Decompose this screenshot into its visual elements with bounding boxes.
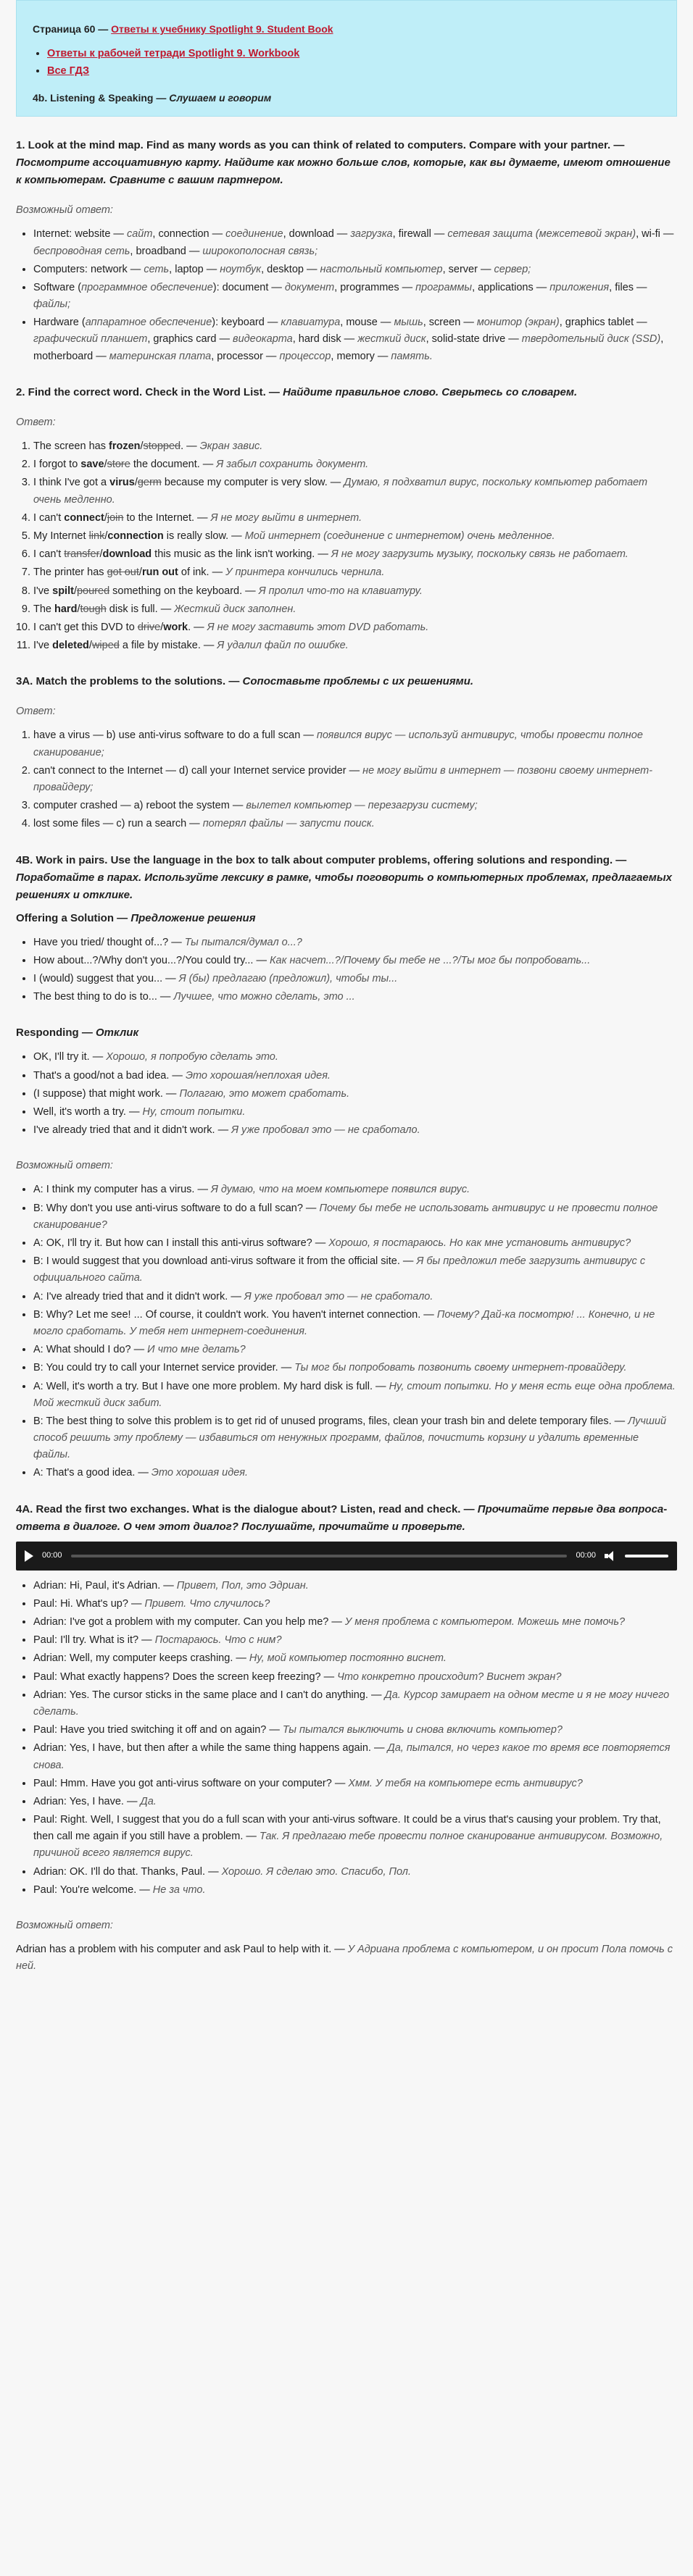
line-en: Paul: Have you tried switching it off and on again? —: [33, 1724, 283, 1736]
sentence-start: I can't: [33, 548, 65, 561]
list-item: [33, 989, 677, 1005]
line-ru: Не за что.: [152, 1883, 206, 1896]
term-ru: графический планшет: [33, 333, 148, 346]
list-item: [33, 1182, 677, 1198]
sentence-start: I think I've got a: [33, 477, 110, 489]
list-item: [33, 1465, 677, 1481]
list-item: [33, 798, 677, 814]
line-ru: Ну, мой компьютер постоянно виснет.: [249, 1652, 447, 1665]
line-en: A: That's a good idea. —: [33, 1467, 152, 1479]
slash: /: [77, 603, 80, 615]
list-item: [33, 727, 677, 761]
term-ru: мышь: [394, 317, 423, 329]
line-en: Adrian: Yes, I have, but then after a while the same thing happens again. —: [33, 1742, 388, 1755]
line-en: Paul: I'll try. What is it? —: [33, 1634, 155, 1647]
term-ru: широкополосная связь;: [202, 245, 318, 257]
line-en: Well, it's worth a try. —: [33, 1105, 143, 1118]
translation: У принтера кончились чернила.: [225, 566, 385, 579]
term-en: , download —: [283, 228, 351, 241]
term-en: , server —: [442, 263, 494, 275]
slash: /: [104, 459, 107, 471]
list-item: [33, 1235, 677, 1252]
translation: Я пролил что-то на клавиатуру.: [258, 585, 423, 597]
line-ru: Я уже пробовал это — не сработало.: [244, 1290, 433, 1302]
line-en: B: I would suggest that you download anti-virus software it from the official site. —: [33, 1255, 417, 1268]
term-ru: видеокарта: [233, 333, 293, 346]
translation: Я удалил файл по ошибке.: [217, 640, 349, 652]
sentence-start: The screen has: [33, 440, 109, 453]
term-en: , wi-fi —: [636, 228, 674, 241]
sentence-start: My Internet: [33, 530, 89, 542]
sentence-start: The printer has: [33, 566, 107, 579]
line-en: have a virus — b) use anti-virus software to do a full scan —: [33, 729, 317, 742]
line-ru: Так. Я предлагаю тебе провести полное сканирование антивирусом. Возможно, причиной всего является вирус.: [33, 1831, 663, 1860]
line-en: Adrian: Hi, Paul, it's Adrian. —: [33, 1579, 177, 1592]
term-ru: твердотельный диск (SSD): [521, 333, 661, 346]
sentence-end: this music as the link isn't working. —: [152, 548, 331, 561]
term-en: , processor —: [211, 350, 280, 362]
term-ru: программы: [415, 281, 473, 293]
correct-word: virus: [109, 477, 135, 489]
answer-label: Возможный ответ:: [16, 1920, 113, 1932]
translation: Я забыл сохранить документ.: [216, 459, 369, 471]
sentence-end: . —: [188, 621, 207, 633]
list-item: [33, 1614, 677, 1631]
term-en: ): keyboard —: [212, 317, 281, 329]
correct-word: spilt: [52, 585, 74, 597]
list-item: [33, 1650, 677, 1667]
exercise-2-list: [16, 438, 677, 654]
exercise-4b-title: 4B. Work in pairs. Use the language in the box to talk about computer problems, offering solutions and responding. — Поработайте в парах. Используйте лексику в рамке, чтобы поговорить о компьютерных проблемах, предлагаемых решениях и отклике.: [16, 853, 673, 901]
line-en: Paul: Right. Well, I suggest that you do a full scan with your anti-virus software. It could be a virus that's causing your problem. Try that, then call me again if you still have a problem. —: [33, 1814, 661, 1843]
exercise-1: [16, 137, 677, 365]
term-en: , hard disk —: [292, 333, 358, 346]
slash: /: [99, 548, 103, 561]
answer-label: Ответ:: [16, 706, 56, 718]
term-en: , motherboard —: [33, 333, 664, 362]
answer-label: Возможный ответ:: [16, 204, 113, 217]
line-en: Paul: You're welcome. —: [33, 1883, 153, 1896]
sentence-start: I can't get this DVD to: [33, 621, 138, 633]
answer-label: Возможный ответ:: [16, 1160, 113, 1172]
list-item: [33, 1086, 677, 1103]
line-ru: Полагаю, это может сработать.: [179, 1087, 350, 1100]
term-en: , memory —: [331, 350, 391, 362]
line-ru: Хорошо. Я сделаю это. Спасибо, Пол.: [221, 1865, 411, 1878]
translation: Жесткий диск заполнен.: [174, 603, 296, 615]
answer-label: Ответ:: [16, 416, 56, 428]
list-item: [33, 438, 677, 455]
list-item: [33, 1632, 677, 1649]
term-en: , screen —: [423, 317, 477, 329]
sentence-start: I've: [33, 640, 53, 652]
wrong-word: transfer: [64, 548, 100, 561]
list-item: [33, 1289, 677, 1305]
term-en: Internet: website —: [33, 228, 127, 241]
list-item: [33, 564, 677, 581]
list-item: [33, 1068, 677, 1084]
exercise-3a-title: 3A. Match the problems to the solutions. — Сопоставьте проблемы с их решениями.: [16, 675, 474, 688]
term-en: , files —: [609, 281, 647, 293]
line-en: (I suppose) that might work. —: [33, 1087, 180, 1100]
term-ru: настольный компьютер: [320, 263, 443, 275]
wrong-word: wiped: [91, 640, 120, 652]
term-en: , firewall —: [392, 228, 448, 241]
exercise-2: [16, 384, 677, 654]
wrong-word: got out: [107, 566, 139, 579]
sentence-end: a file by mistake. —: [119, 640, 217, 652]
line-ru: Хорошо, я постараюсь. Но как мне установить антивирус?: [328, 1237, 631, 1250]
translation: Думаю, я подхватил вирус, поскольку компьютер работает очень медленно.: [33, 477, 648, 506]
term-ru: жесткий диск: [357, 333, 426, 346]
seek-bar[interactable]: [71, 1555, 568, 1557]
term-ru: документ: [284, 281, 335, 293]
list-item: [33, 1687, 677, 1720]
line-ru: Хмм. У тебя на компьютере есть антивирус?: [348, 1777, 583, 1789]
line-en: lost some files — c) run a search —: [33, 818, 203, 830]
line-ru: Да, пытался, но через какое то время все повторяется снова.: [33, 1742, 671, 1771]
translation: Я не могу загрузить музыку, поскольку связь не работает.: [331, 548, 628, 561]
list-item: [33, 619, 677, 636]
sentence-start: I can't: [33, 511, 65, 524]
list-item: [33, 456, 677, 473]
line-en: Paul: Hmm. Have you got anti-virus software on your computer? —: [33, 1777, 349, 1789]
line-ru: Постараюсь. Что с ним?: [154, 1634, 282, 1647]
list-item: [33, 262, 677, 278]
wrong-word: join: [107, 511, 124, 524]
line-en: The best thing to do is to... —: [33, 991, 174, 1003]
list-item: [33, 510, 677, 527]
responding-title: Responding — Отклик: [16, 1026, 139, 1040]
exercise-1-list: [16, 226, 677, 365]
term-en: , desktop —: [261, 263, 320, 275]
term-en: ): document —: [212, 281, 285, 293]
exercise-4a: [16, 1501, 677, 1975]
line-ru: Привет. Что случилось?: [144, 1597, 270, 1610]
line-ru: Ты пытался выключить и снова включить компьютер?: [282, 1724, 563, 1736]
sentence-end: because my computer is very slow. —: [161, 477, 344, 489]
line-ru: Это хорошая идея.: [151, 1467, 249, 1479]
line-ru: Ну, стоит попытки. Но у меня есть еще одна проблема. Мой жесткий диск забит.: [33, 1380, 676, 1409]
wrong-word: germ: [137, 477, 162, 489]
term-en: , mouse —: [340, 317, 394, 329]
line-ru: появился вирус — используй антивирус, чтобы провести полное сканирование;: [33, 729, 643, 758]
term-ru: процессор: [279, 350, 331, 362]
line-ru: Привет, Пол, это Эдриан.: [176, 1579, 309, 1592]
term-en: Hardware (: [33, 317, 86, 329]
list-item: [33, 1413, 677, 1464]
translation: Я не могу выйти в интернет.: [210, 511, 362, 524]
term-ru: сервер;: [494, 263, 531, 275]
line-en: OK, I'll try it. —: [33, 1051, 107, 1063]
line-en: Have you tried/ thought of...? —: [33, 936, 185, 948]
list-item: [33, 1049, 677, 1066]
line-ru: Как насчет...?/Почему бы тебе не ...?/Ты мог бы попробовать...: [269, 954, 591, 966]
sentence-end: disk is full. —: [106, 603, 175, 615]
translation: Я не могу заставить этот DVD работать.: [207, 621, 429, 633]
term-ru: файлы;: [33, 298, 71, 311]
line-ru: Да. Курсор замирает на одном месте и я не могу ничего сделать.: [33, 1689, 670, 1718]
line-en: A: I think my computer has a virus. —: [33, 1184, 211, 1196]
sentence-end: of ink. —: [178, 566, 226, 579]
term-ru: беспроводная сеть: [33, 245, 130, 257]
line-ru: И что мне делать?: [147, 1344, 246, 1356]
line-ru: Я уже пробовал это — не сработало.: [231, 1124, 420, 1137]
line-ru: Я бы предложил тебе загрузить антивирус с официального сайта.: [33, 1255, 646, 1284]
term-ru: монитор (экран): [476, 317, 560, 329]
line-en: A: OK, I'll try it. But how can I install this anti-virus software? —: [33, 1237, 329, 1250]
sentence-end: . —: [180, 440, 200, 453]
slash: /: [134, 477, 138, 489]
line-en: Adrian: OK. I'll do that. Thanks, Paul. —: [33, 1865, 222, 1878]
list-item: [33, 1200, 677, 1234]
list-item: [33, 474, 677, 508]
offering-list: [16, 934, 677, 1006]
list-item: [33, 1794, 677, 1810]
exercise-4a-title: 4A. Read the first two exchanges. What is the dialogue about? Listen, read and check. — Прочитайте первые два вопроса-ответа в диалоге. О чем этот диалог? Послушайте, прочитайте и проверьте.: [16, 1502, 668, 1533]
list-item: [33, 971, 677, 987]
term-en: , solid-state drive —: [426, 333, 522, 346]
correct-word: run out: [141, 566, 178, 579]
list-item: [33, 1360, 677, 1376]
line-ru: не могу выйти в интернет — позвони своему интернет-провайдеру;: [33, 764, 653, 794]
exercise-3a: [16, 673, 677, 832]
slash: /: [104, 530, 108, 542]
line-en: Paul: What exactly happens? Does the screen keep freezing? —: [33, 1670, 338, 1683]
list-item: [33, 934, 677, 951]
term-en: , graphics card —: [147, 333, 233, 346]
line-en: B: Why? Let me see! ... Of course, it couldn't work. You haven't internet connection. —: [33, 1308, 437, 1321]
page-subtitle: [33, 90, 660, 106]
wrong-word: drive: [137, 621, 161, 633]
list-item: [33, 1776, 677, 1792]
term-ru: аппаратное обеспечение: [85, 317, 212, 329]
page-prefix: Страница 60 —: [33, 23, 112, 35]
slash: /: [73, 585, 77, 597]
header-links: [33, 46, 660, 79]
list-item: [33, 1253, 677, 1287]
line-en: That's a good/not a bad idea. —: [33, 1069, 186, 1082]
line-en: A: I've already tried that and it didn't work. —: [33, 1290, 244, 1302]
wrong-word: stopped: [143, 440, 181, 453]
list-item: [33, 1740, 677, 1773]
list-item: [33, 1669, 677, 1686]
list-item: [33, 953, 677, 969]
term-en: , broadband —: [130, 245, 203, 257]
line-ru: Почему бы тебе не использовать антивирус и не провести полное сканирование?: [33, 1202, 658, 1231]
exercise-4a-dialogue: [16, 1578, 677, 1899]
line-en: Paul: Hi. What's up? —: [33, 1597, 145, 1610]
line-en: Adrian: Yes. The cursor sticks in the same place and I can't do anything. —: [33, 1689, 385, 1701]
slash: /: [138, 566, 142, 579]
line-ru: вылетел компьютер — перезагрузи систему;: [246, 800, 478, 812]
line-en: Adrian: Well, my computer keeps crashing. —: [33, 1652, 249, 1665]
correct-word: connection: [107, 530, 164, 542]
line-en: B: Why don't you use anti-virus software to do a full scan? —: [33, 1202, 320, 1214]
exercise-1-title: 1. Look at the mind map. Find as many words as you can think of related to computers. Compare with your partner. — Посмотрите ассоциативную карту. Найдите как можно больше слов, которые, как вы думаете, имеют отношение к компьютерам. Сравните с вашим партнером.: [16, 139, 671, 187]
term-en: , connection —: [152, 228, 226, 241]
term-en: , graphics tablet —: [559, 317, 647, 329]
line-ru: Лучшее, что можно сделать, это ...: [173, 991, 355, 1003]
term-en: Software (: [33, 281, 82, 293]
header-box: [16, 0, 677, 117]
line-en: B: The best thing to solve this problem is to get rid of unused programs, files, clean your trash bin and delete temporary files. —: [33, 1415, 628, 1427]
line-ru: потерял файлы — запусти поиск.: [202, 818, 375, 830]
time-start: 00:00: [42, 1550, 62, 1560]
play-icon[interactable]: [25, 1550, 33, 1562]
exercise-4a-answer: Adrian has a problem with his computer and ask Paul to help with it. — У Адриана проблема с компьютером, и он просит Пола помочь с ней.: [16, 1944, 673, 1973]
list-item: [33, 280, 677, 313]
line-ru: Я (бы) предлагаю (предложил), чтобы ты...: [178, 972, 398, 984]
sentence-end: to the Internet. —: [123, 511, 211, 524]
line-ru: У меня проблема с компьютером. Можешь мне помочь?: [344, 1616, 626, 1628]
list-item: [33, 1104, 677, 1121]
list-item: [33, 601, 677, 618]
exercise-2-title: 2. Find the correct word. Check in the Word List. — Найдите правильное слово. Сверьтесь со словарем.: [16, 385, 578, 398]
line-ru: Это хорошая/неплохая идея.: [185, 1069, 331, 1082]
slash: /: [88, 640, 92, 652]
list-item: [33, 1122, 677, 1139]
term-en: , laptop —: [169, 263, 220, 275]
line-en: computer crashed — a) reboot the system —: [33, 800, 246, 812]
line-en: I've already tried that and it didn't work. —: [33, 1124, 232, 1137]
term-ru: приложения: [549, 281, 610, 293]
volume-slider[interactable]: [625, 1555, 668, 1557]
correct-word: work: [163, 621, 188, 633]
sentence-start: The: [33, 603, 55, 615]
list-item: [33, 637, 677, 654]
term-ru: клавиатура: [281, 317, 341, 329]
wrong-word: store: [107, 459, 130, 471]
all-gdz-link[interactable]: Все ГДЗ: [47, 64, 90, 77]
correct-word: save: [80, 459, 104, 471]
time-end: 00:00: [576, 1550, 596, 1560]
audio-player: [16, 1542, 677, 1571]
line-en: Adrian: Yes, I have. —: [33, 1795, 141, 1807]
line-ru: Что конкретно происходит? Виснет экран?: [337, 1670, 562, 1683]
offering-title: Offering a Solution — Предложение решения: [16, 911, 256, 924]
line-en: B: You could try to call your Internet service provider. —: [33, 1362, 295, 1374]
list-item: [33, 226, 677, 259]
line-ru: Ты мог бы попробовать позвонить своему интернет-провайдеру.: [294, 1362, 627, 1374]
term-ru: сеть: [144, 263, 170, 275]
workbook-link[interactable]: Ответы к рабочей тетради Spotlight 9. Workbook: [47, 48, 300, 60]
line-en: A: What should I do? —: [33, 1344, 148, 1356]
list-item: [33, 528, 677, 545]
sentence-end: is really slow. —: [163, 530, 245, 542]
wrong-word: tough: [80, 603, 107, 615]
slash: /: [160, 621, 164, 633]
line-ru: Ну, стоит попытки.: [142, 1105, 246, 1118]
slash: /: [140, 440, 144, 453]
wrong-word: poured: [76, 585, 110, 597]
translation: Экран завис.: [199, 440, 263, 453]
wrong-word: link: [88, 530, 105, 542]
sentence-end: something on the keyboard. —: [109, 585, 259, 597]
list-item: [33, 763, 677, 796]
page-heading: [33, 21, 660, 37]
line-en: I (would) suggest that you... —: [33, 972, 179, 984]
line-en: How about...?/Why don't you...?/You could try... —: [33, 954, 270, 966]
translation: Мой интернет (соединение с интернетом) очень медленное.: [244, 530, 555, 542]
term-ru: сетевая защита (межсетевой экран): [447, 228, 636, 241]
term-ru: материнская плата: [109, 350, 212, 362]
responding-list: [16, 1049, 677, 1139]
list-item: [33, 583, 677, 600]
line-ru: Хорошо, я попробую сделать это.: [106, 1051, 278, 1063]
term-ru: загрузка: [350, 228, 393, 241]
list-item: [33, 816, 677, 832]
list-item: [33, 1882, 677, 1899]
line-en: A: Well, it's worth a try. But I have one more problem. My hard disk is full. —: [33, 1380, 389, 1392]
subtitle-ru: Слушаем и говорим: [169, 91, 272, 104]
line-en: can't connect to the Internet — d) call your Internet service provider —: [33, 764, 363, 777]
volume-icon[interactable]: [605, 1551, 616, 1561]
term-ru: память.: [391, 350, 433, 362]
correct-word: deleted: [52, 640, 89, 652]
line-en: Adrian: I've got a problem with my computer. Can you help me? —: [33, 1616, 345, 1628]
correct-word: connect: [64, 511, 104, 524]
term-en: , applications —: [472, 281, 550, 293]
student-book-link[interactable]: Ответы к учебнику Spotlight 9. Student Book: [111, 23, 333, 35]
line-ru: Почему? Дай-ка посмотрю! ... Конечно, и не могло сработать. У тебя нет интернет-соединения.: [33, 1308, 655, 1337]
term-ru: соединение: [225, 228, 283, 241]
correct-word: hard: [54, 603, 78, 615]
line-ru: Я думаю, что на моем компьютере появился вирус.: [210, 1184, 470, 1196]
exercise-3a-list: [16, 727, 677, 832]
correct-word: download: [102, 548, 152, 561]
correct-word: frozen: [108, 440, 141, 453]
list-item: [33, 1578, 677, 1594]
list-item: [33, 1379, 677, 1412]
list-item: [33, 1307, 677, 1340]
list-item: [33, 1596, 677, 1613]
term-en: Computers: network —: [33, 263, 144, 275]
list-item: [33, 1864, 677, 1881]
subtitle-en: 4b. Listening & Speaking —: [33, 91, 170, 104]
list-item: [33, 314, 677, 365]
term-ru: ноутбук: [220, 263, 262, 275]
term-ru: программное обеспечение: [81, 281, 213, 293]
list-item: [33, 1722, 677, 1739]
line-ru: Ты пытался/думал о...?: [184, 936, 302, 948]
line-ru: Лучший способ решить эту проблему — избавиться от ненужных программ, файлов, почистить корзину и удалить временные файлы.: [33, 1415, 667, 1461]
list-item: [33, 546, 677, 563]
term-en: , programmes —: [334, 281, 416, 293]
exercise-4b-dialogue: [16, 1182, 677, 1481]
sentence-start: I forgot to: [33, 459, 81, 471]
line-ru: Да.: [140, 1795, 157, 1807]
sentence-end: the document. —: [130, 459, 217, 471]
exercise-4b: [16, 852, 677, 1482]
list-item: [33, 1342, 677, 1358]
sentence-start: I've: [33, 585, 53, 597]
term-ru: сайт: [126, 228, 153, 241]
list-item: [33, 1812, 677, 1862]
slash: /: [104, 511, 107, 524]
